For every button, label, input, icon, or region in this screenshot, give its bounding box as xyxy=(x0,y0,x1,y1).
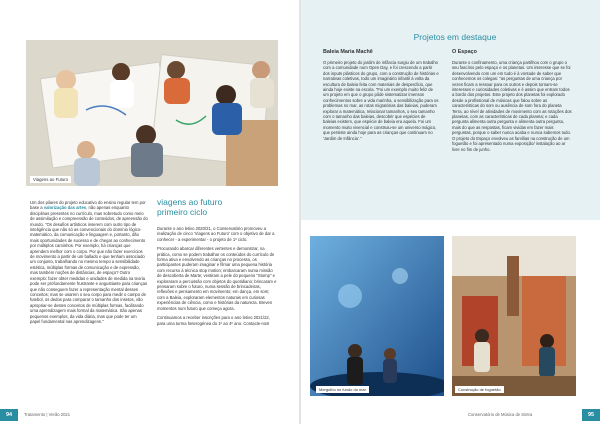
rocket-building-photo-illustration xyxy=(452,236,576,396)
photo-caption-underwater: Mergulho no fundo do mar xyxy=(316,386,369,393)
page-number-right: 95 xyxy=(582,409,600,421)
project-text-space xyxy=(452,60,572,156)
footer-left: Tratamento | Verão 2021 xyxy=(24,412,71,417)
article-paragraph-3: Continuamos a receber inscrições para o ano letivo 2021/22, para uma turma heterogénea do 1º ao 4º ano. Contacte-nos! xyxy=(157,315,270,326)
photo-caption: Viagens ao Futuro xyxy=(30,176,71,183)
intro-text-rest: , não apenas enquanto disciplinas presentes no currículo, mas sobretudo como meio de assimilação e compreensão de conteúdos, de apreensão do mundo. "Os desafios artísticos inserem com outro tipo de inteligência que não só as convencionais do domínio lógico-matemático, da comunicação e linguagem e, portanto, dão mais oportunidades de sucesso e de chegar ao conhecimento por múltiplos caminhos. Por exemplo, há crianças que aprendem melhor com o corpo. Por que não fazer exercícios de movimento a partir de um ballado e que tenham associado um conjunto, trabalhando no mesmo tempo a sensibilidade estética, múltiplas formas de comunicação e de expressão, mas também noções de distâncias, de espaço? Outro exemplo: fazer obter medidas e unidades de medida na teoria pode ser profundamente frustrante e angustiante para crianças que não conseguem fazer a representação mental desses conceitos; mas se usarem o seu corpo para medir o campo de futebol, os dedos para comparar o tamanho dos insetos, vão apropriar-se destes conceitos de múltiplas formas, facilitando uma aprendizagem mais formal da matemática. São apenas pequenos exemplos, da vida diária, mas que pode ter um papel fundamental nas aprendizagens." xyxy=(30,205,148,324)
heading-line-2: primeiro ciclo xyxy=(157,206,208,217)
classroom-photo xyxy=(26,40,278,186)
classroom-photo-illustration xyxy=(26,40,278,186)
intro-text-column xyxy=(30,200,148,328)
intro-text-start: Um dos pilares do projeto educativo do ensino regular tem por base a xyxy=(30,200,146,211)
heading-line-1: viagens ao futuro xyxy=(157,197,223,207)
project-title-space: O Espaço xyxy=(452,49,477,55)
section-heading xyxy=(157,198,287,217)
project-body-whale: O primeiro projeto do jardim de infância surgiu de um trabalho com a comunidade num Open Day, e foi crescendo a partir dos inputs plásticos do grupo, com a construção de histórias e narrativas coletivas, todo um imaginário infantil à volta da escultura de baleia feita com materiais de desperdício, que ainda hoje existe na escola. "Foi um exemplo muito feliz de um projeto em que o grupo pôde sistematizar imensos conhecimentos sobre a vida marinha, a sensibilização para os problemas no mar, as rotas migratórias das baleias, puderam explorar a matemática, relacionar tamanhos, o seu tamanho com o tamanho das baleias, descobrir que espécies de baleias existem, que espécie de baleia era aquela. Foi um momento muito vivencial e construiu-se um universo mágico, que persiste ainda hoje para as crianças que continuam no 'Jardim de Infância'." xyxy=(323,60,439,141)
article-paragraph-1: Durante o ano letivo 2020/21, o Conservatório promoveu a realização de cinco 'Viagens ao Futuro' com o objetivo de dar a conhecer - a experimentar - o projeto de 1º ciclo. xyxy=(157,226,275,242)
featured-projects-title: Projetos em destaque xyxy=(413,32,497,42)
project-body-space: Durante o confinamento, uma criança partilhou com o grupo o seu fascínio pelo espaço e os planetas. Um interesse que se foi desenvolvendo com um em tudo é à vontade de saber que conhecemos os colegas: "as perguntas de uma criança por vezes ficam a ressoar para os outros e depois tornam-se interesses e curiosidades coletivas e é assim que entram todos a bordo dos projetos. Este projeto dos planetas foi explorado desde a profissional de músicas que falou sobre as características do som ou ausência de som fora do planeta Terra, ao nível de atividades de movimento com as rotações dos planetas, com as características de cada planeta; e cada pergunta alimenta outra pergunta e alimenta outra pergunta, mais do que as respostas, ficam vividas em fazer mais perguntas, porque o saber nunca acaba e nunca sabemos tudo. O projeto do Espaço envolveu as famílias na construção de um foguetão e foi apresentado numa exposição/ instalação ao ar livre no fim de junho. xyxy=(452,60,572,152)
project-text-whale xyxy=(323,60,439,145)
photo-caption-rocket: Construção de foguetão xyxy=(455,386,504,393)
project-title-whale: Baleia Maria Machê xyxy=(323,49,373,55)
article-paragraph-2: Procurando abarcar diferentes vertentes e demonstrar, na prática, como se podem trabalhar os conteúdos do currículo de forma ativa e envolvendo as crianças no processo, os participantes puderam imaginar e filmar uma pequena história com recurso à técnica stop motion; embarcaram numa missão de descoberta de Marte; vestiram a pele do pequeno "Stomp" e exploraram a percussão com objetos do quotidiano; brincaram e pensaram sobre o futuro, numa sessão de brincadeiras, reflexões e pensamento em movimento; em dança, em som; com a Baleia, exploraram elementos naturais em curiosas experiências de ciência, como e histórias da natureza. Breves momentos num futuro que começa agora. xyxy=(157,246,277,311)
rocket-building-photo xyxy=(452,236,576,396)
intro-text-highlight: valorização das artes xyxy=(43,205,87,211)
footer-right: Conservatório de Música de Sintra xyxy=(468,412,533,417)
underwater-photo xyxy=(310,236,444,396)
page-number-left: 94 xyxy=(0,409,18,421)
underwater-photo-illustration xyxy=(310,236,444,396)
article-text-column xyxy=(157,226,277,330)
